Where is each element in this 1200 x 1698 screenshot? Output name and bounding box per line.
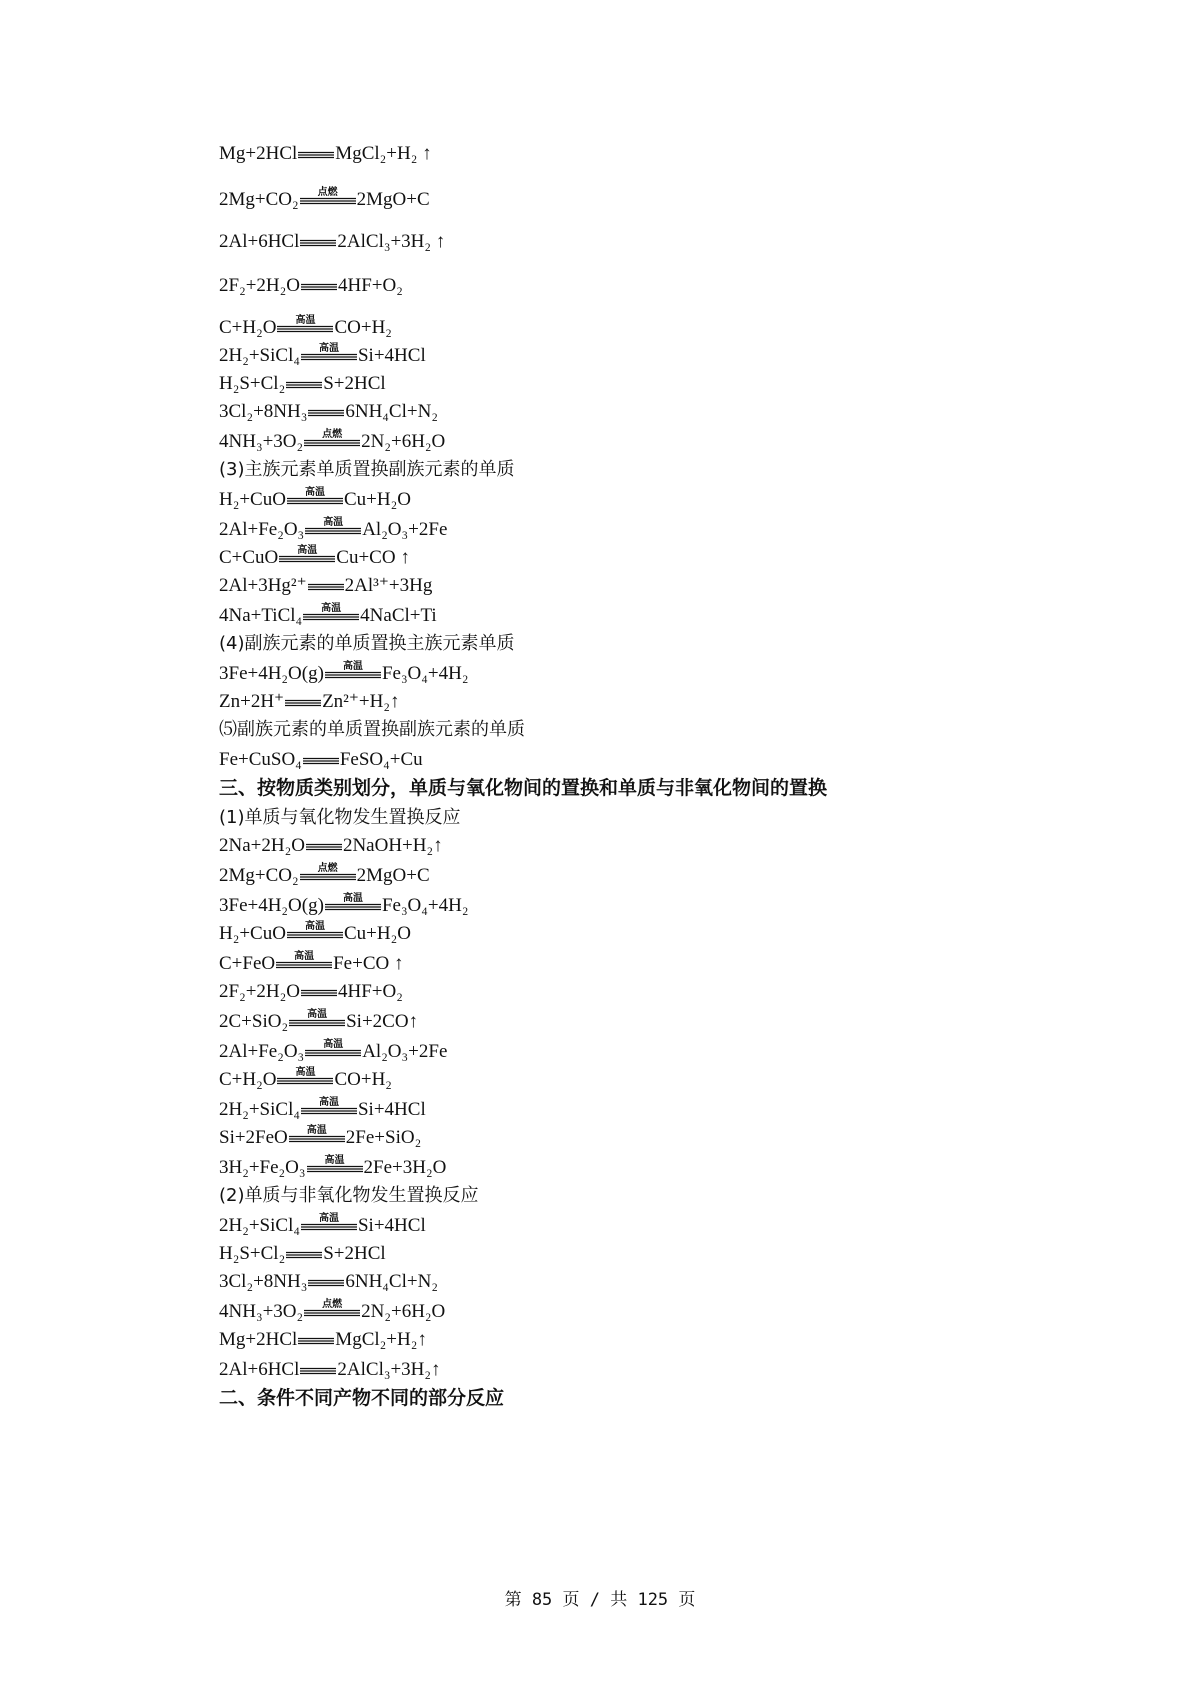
reaction-equation <box>219 142 432 166</box>
products: FeSO₄+Cu <box>339 749 423 770</box>
products: 4NaCl+Ti <box>360 605 437 626</box>
reaction-equation <box>219 604 437 628</box>
reaction-equals-sign <box>279 544 335 563</box>
reaction-equals-sign <box>307 1154 363 1173</box>
reaction-condition: 高温 <box>304 486 325 498</box>
subsection-label: (1)单质与氧化物发生置换反应 <box>219 807 461 828</box>
products: 2AlCl₃+3H₂↑ <box>337 1359 441 1380</box>
products: CO+H₂ <box>334 1069 392 1090</box>
reaction-equals-sign <box>305 1038 361 1057</box>
reactants: 2Al+6HCl <box>219 1359 300 1380</box>
products: 6NH₄Cl+N₂ <box>345 1271 438 1292</box>
reaction-equation <box>219 922 411 946</box>
reaction-condition: 高温 <box>295 314 316 326</box>
reaction-condition: 点燃 <box>322 1298 343 1310</box>
reaction-equals-sign <box>301 283 337 291</box>
products: 6NH₄Cl+N₂ <box>345 401 438 422</box>
reaction-equation <box>219 1010 418 1034</box>
reaction-equals-sign <box>325 660 381 679</box>
reactants: Fe+CuSO₄ <box>219 749 302 770</box>
products: 4HF+O₂ <box>337 981 403 1002</box>
reaction-equation <box>219 1068 392 1092</box>
section-heading: 二、条件不同产物不同的部分反应 <box>219 1387 505 1409</box>
products: Fe₃O₄+4H₂ <box>381 663 469 684</box>
reactants: Zn+2H⁺ <box>219 691 285 712</box>
reactants: H₂S+Cl₂ <box>219 1243 286 1264</box>
products: Fe₃O₄+4H₂ <box>381 895 469 916</box>
reactants: 3Cl₂+8NH₃ <box>219 1271 308 1292</box>
reaction-equation <box>219 230 445 254</box>
reaction-equation <box>219 274 403 298</box>
products: 2NaOH+H₂↑ <box>342 835 443 856</box>
reaction-equation <box>219 1270 438 1294</box>
reaction-equation <box>219 1098 426 1122</box>
reaction-equation <box>219 864 430 888</box>
reaction-equals-sign <box>308 583 344 591</box>
reactants: Mg+2HCl <box>219 1329 298 1350</box>
reactants: Si+2FeO <box>219 1127 288 1148</box>
reaction-equals-sign <box>308 409 344 417</box>
reaction-equals-sign <box>300 239 336 247</box>
reaction-equals-sign <box>303 757 339 765</box>
products: Zn²⁺+H₂↑ <box>322 691 400 712</box>
reactants: 3Fe+4H₂O(g) <box>219 895 324 916</box>
reactants: 2Al+Fe₂O₃ <box>219 519 305 540</box>
reaction-equals-sign <box>305 516 361 535</box>
reaction-equals-sign <box>277 314 333 333</box>
reaction-equals-sign <box>287 486 343 505</box>
reaction-equation <box>219 952 403 976</box>
reaction-equation <box>219 372 386 396</box>
reaction-condition: 点燃 <box>317 862 338 874</box>
reactants: H₂+CuO <box>219 489 286 510</box>
reactants: 2Al+3Hg²⁺ <box>219 575 307 596</box>
products: Si+4HCl <box>357 1099 426 1120</box>
products: MgCl₂+H₂ ↑ <box>335 143 432 164</box>
reaction-equation <box>219 1126 421 1150</box>
reaction-equals-sign <box>306 843 342 851</box>
reaction-equals-sign <box>301 342 357 361</box>
reactants: 2Al+Fe₂O₃ <box>219 1041 305 1062</box>
reaction-equals-sign <box>325 892 381 911</box>
products: Si+4HCl <box>357 1215 426 1236</box>
products: 2Fe+SiO₂ <box>345 1127 422 1148</box>
reaction-equation <box>219 400 438 424</box>
reactants: C+CuO <box>219 547 279 568</box>
reactants: 4Na+TiCl₄ <box>219 605 303 626</box>
reaction-condition: 高温 <box>318 1096 339 1108</box>
products: 2MgO+C <box>356 865 430 886</box>
reaction-condition: 高温 <box>304 920 325 932</box>
reaction-equation <box>219 430 445 454</box>
reactants: C+H₂O <box>219 317 277 338</box>
reactants: 2F₂+2H₂O <box>219 275 300 296</box>
section-heading: 三、按物质类别划分，单质与氧化物间的置换和单质与非氧化物间的置换 <box>219 777 828 799</box>
reactants: 2Mg+CO₂ <box>219 189 299 210</box>
reaction-condition: 高温 <box>321 602 342 614</box>
reaction-equals-sign <box>276 950 332 969</box>
reaction-equation <box>219 1300 445 1324</box>
reaction-equals-sign <box>304 1298 360 1317</box>
reaction-condition: 点燃 <box>322 428 343 440</box>
reaction-equals-sign <box>289 1124 345 1143</box>
products: 2N₂+6H₂O <box>361 1301 446 1322</box>
reaction-equation <box>219 1242 386 1266</box>
reactants: 2Mg+CO₂ <box>219 865 299 886</box>
products: Cu+H₂O <box>343 489 411 510</box>
reaction-condition: 高温 <box>306 1124 327 1136</box>
reaction-condition: 高温 <box>318 342 339 354</box>
reaction-condition: 高温 <box>295 1066 316 1078</box>
reaction-equals-sign <box>300 186 356 205</box>
reaction-equation <box>219 344 426 368</box>
reaction-equals-sign <box>308 1279 344 1287</box>
reaction-equals-sign <box>286 1251 322 1259</box>
reaction-condition: 高温 <box>323 1038 344 1050</box>
reaction-equals-sign <box>289 1008 345 1027</box>
reaction-equation <box>219 488 411 512</box>
products: Si+4HCl <box>357 345 426 366</box>
reaction-condition: 高温 <box>318 1212 339 1224</box>
reaction-condition: 高温 <box>294 950 315 962</box>
reactants: 2Na+2H₂O <box>219 835 305 856</box>
products: Cu+H₂O <box>343 923 411 944</box>
reaction-equation <box>219 1328 427 1352</box>
reaction-equation <box>219 316 392 340</box>
reaction-equation <box>219 1040 447 1064</box>
reaction-equals-sign <box>301 989 337 997</box>
reaction-equation <box>219 1214 426 1238</box>
reaction-condition: 高温 <box>323 516 344 528</box>
products: CO+H₂ <box>334 317 392 338</box>
products: 2MgO+C <box>356 189 430 210</box>
reaction-condition: 高温 <box>342 892 363 904</box>
products: Fe+CO ↑ <box>333 953 404 974</box>
reaction-equals-sign <box>300 1367 336 1375</box>
reaction-equals-sign <box>298 151 334 159</box>
reactants: C+FeO <box>219 953 276 974</box>
reaction-equation <box>219 834 443 858</box>
reactants: 2Al+6HCl <box>219 231 300 252</box>
reactants: 2C+SiO₂ <box>219 1011 289 1032</box>
products: Cu+CO ↑ <box>336 547 410 568</box>
reactants: 3Fe+4H₂O(g) <box>219 663 324 684</box>
reactants: C+H₂O <box>219 1069 277 1090</box>
products: S+2HCl <box>323 1243 386 1264</box>
reaction-equation <box>219 662 468 686</box>
reaction-equation <box>219 518 447 542</box>
reactants: 3Cl₂+8NH₃ <box>219 401 308 422</box>
products: 4HF+O₂ <box>337 275 403 296</box>
reaction-equals-sign <box>301 1096 357 1115</box>
reaction-equation <box>219 1358 441 1382</box>
reaction-equals-sign <box>304 428 360 447</box>
products: S+2HCl <box>323 373 386 394</box>
reaction-equation <box>219 980 403 1004</box>
subsection-label: (4)副族元素的单质置换主族元素单质 <box>219 633 515 654</box>
reactants: 2H₂+SiCl₄ <box>219 1215 300 1236</box>
reaction-equals-sign <box>277 1066 333 1085</box>
reactants: 4NH₃+3O₂ <box>219 1301 304 1322</box>
reactants: 2H₂+SiCl₄ <box>219 345 300 366</box>
reaction-equation <box>219 1156 446 1180</box>
reaction-equals-sign <box>285 699 321 707</box>
reaction-equation <box>219 894 468 918</box>
products: Si+2CO↑ <box>346 1011 419 1032</box>
reactants: Mg+2HCl <box>219 143 298 164</box>
reactants: H₂+CuO <box>219 923 286 944</box>
reactants: 2H₂+SiCl₄ <box>219 1099 300 1120</box>
subsection-label: (3)主族元素单质置换副族元素的单质 <box>219 459 515 480</box>
subsection-label: (2)单质与非氧化物发生置换反应 <box>219 1185 479 1206</box>
products: 2Al³⁺+3Hg <box>344 575 433 596</box>
reactants: 4NH₃+3O₂ <box>219 431 304 452</box>
products: 2AlCl₃+3H₂ ↑ <box>337 231 446 252</box>
reaction-condition: 点燃 <box>317 186 338 198</box>
reactants: 2F₂+2H₂O <box>219 981 300 1002</box>
reaction-equation <box>219 188 430 212</box>
reactants: H₂S+Cl₂ <box>219 373 286 394</box>
reaction-condition: 高温 <box>324 1154 345 1166</box>
reaction-equals-sign <box>300 862 356 881</box>
reaction-equals-sign <box>303 602 359 621</box>
reactants: 3H₂+Fe₂O₃ <box>219 1157 306 1178</box>
reaction-equals-sign <box>298 1337 334 1345</box>
reaction-condition: 高温 <box>297 544 318 556</box>
reaction-condition: 高温 <box>307 1008 328 1020</box>
products: 2N₂+6H₂O <box>361 431 446 452</box>
subsection-label: ⑸副族元素的单质置换副族元素的单质 <box>219 719 525 740</box>
reaction-equation <box>219 546 410 570</box>
reaction-equals-sign <box>286 381 322 389</box>
products: Al₂O₃+2Fe <box>362 519 448 540</box>
reaction-equation <box>219 574 432 598</box>
reaction-equation <box>219 690 399 714</box>
reaction-equation <box>219 748 423 772</box>
page-footer: 第 85 页 / 共 125 页 <box>504 1590 696 1610</box>
products: 2Fe+3H₂O <box>363 1157 447 1178</box>
products: Al₂O₃+2Fe <box>362 1041 448 1062</box>
reaction-condition: 高温 <box>342 660 363 672</box>
products: MgCl₂+H₂↑ <box>335 1329 427 1350</box>
reaction-equals-sign <box>301 1212 357 1231</box>
reaction-equals-sign <box>287 920 343 939</box>
